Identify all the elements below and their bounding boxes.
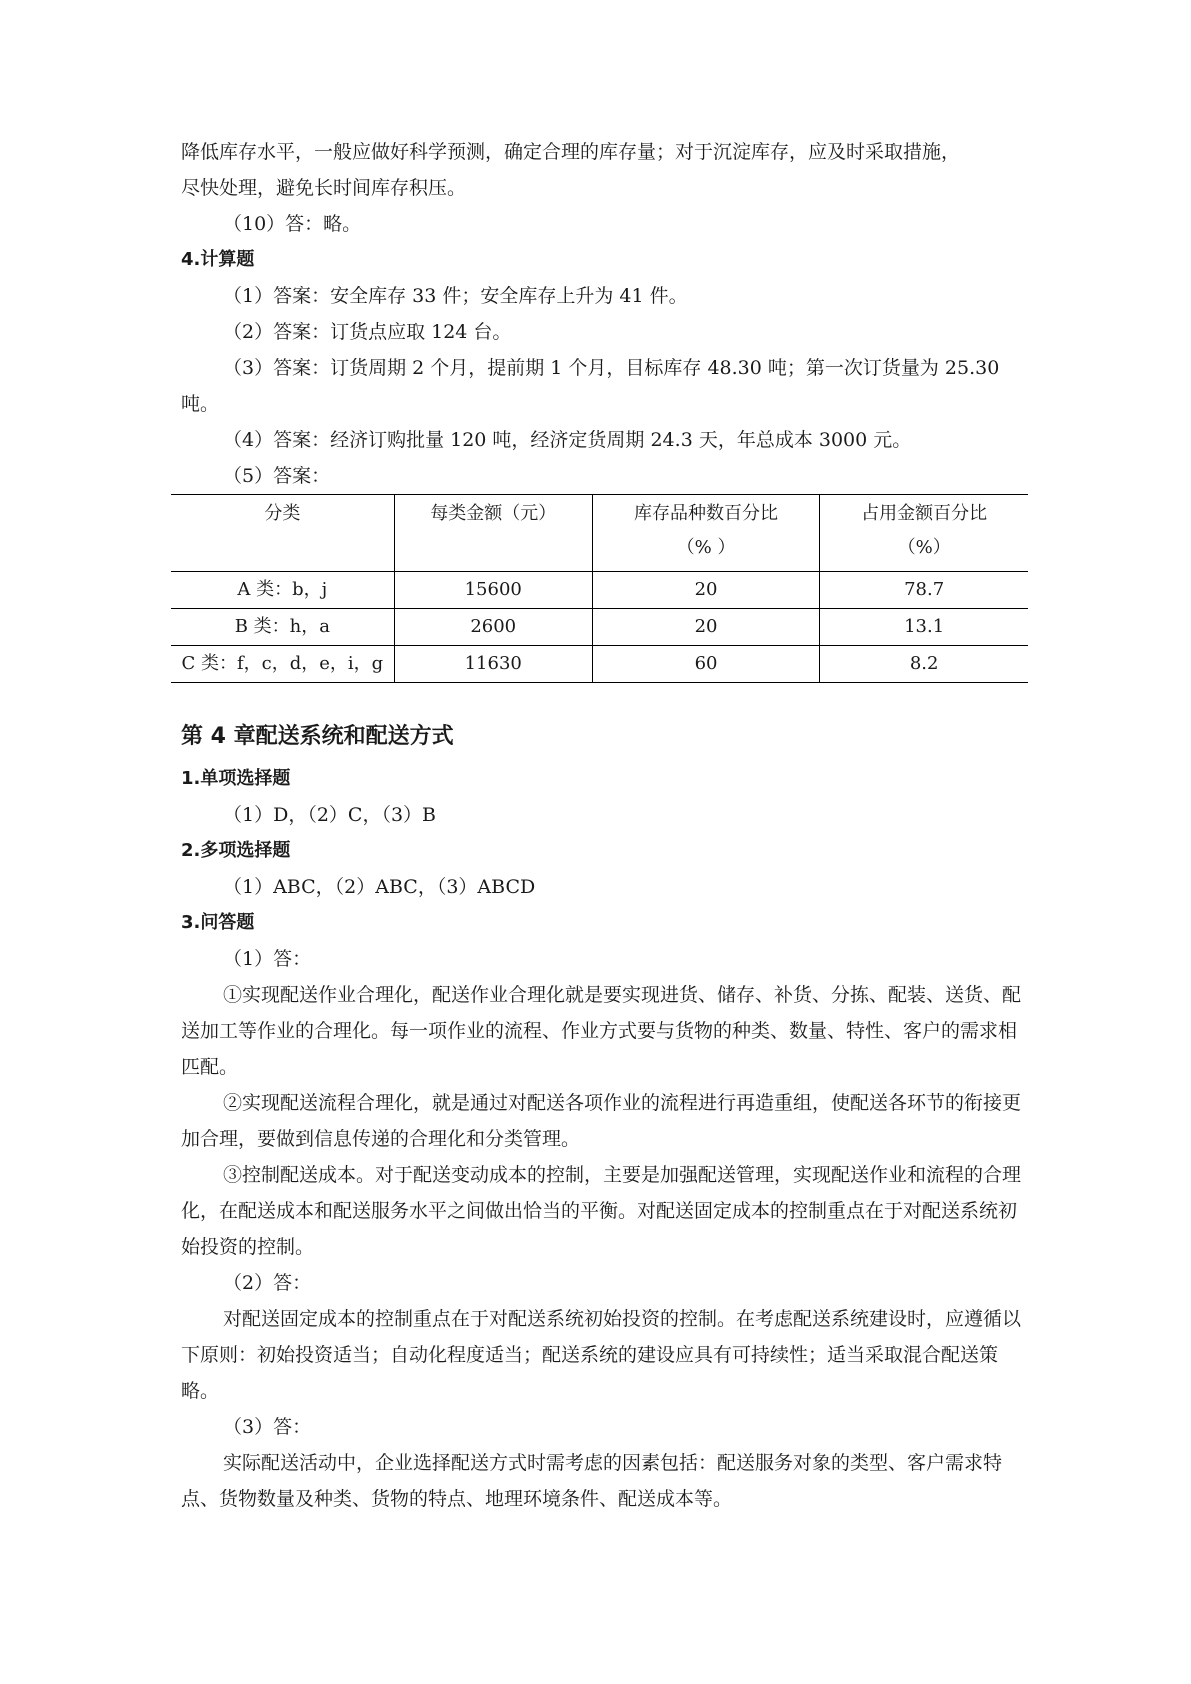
table-header-cell: 库存品种数百分比 （% ）: [592, 495, 820, 572]
table-cell: C 类：f，c，d，e，i，g: [171, 646, 394, 683]
table-header-cell: 占用金额百分比 （%）: [820, 495, 1028, 572]
table-cell: 78.7: [820, 572, 1028, 609]
table-row: [171, 572, 1028, 609]
calc-answer-2: （2）答案：订货点应取 124 台。: [223, 321, 512, 343]
paragraph-line: 尽快处理，避免长时间库存积压。: [181, 177, 467, 199]
table-cell: 11630: [394, 646, 592, 683]
table-row: [171, 646, 1028, 683]
document-page: [181, 134, 1021, 1517]
table-cell: 8.2: [820, 646, 1028, 683]
section-heading-calc: 4.计算题: [181, 249, 255, 270]
qa-1-paragraph: ③控制配送成本。对于配送变动成本的控制，主要是加强配送管理，实现配送作业和流程的合理化，在配送成本和配送服务水平之间做出恰当的平衡。对配送固定成本的控制重点在于对配送系统初始投资的控制。: [181, 1164, 1022, 1258]
calc-answer-3-cont: 吨。: [181, 393, 220, 415]
table-cell: 20: [592, 572, 820, 609]
single-choice-answer: （1）D，（2）C，（3）B: [223, 804, 436, 826]
table-cell: 60: [592, 646, 820, 683]
table-header-cell: 每类金额（元）: [394, 495, 592, 572]
qa-1-paragraph: ①实现配送作业合理化，配送作业合理化就是要实现进货、储存、补货、分拣、配装、送货、配送加工等作业的合理化。每一项作业的流程、作业方式要与货物的种类、数量、特性、客户的需求相匹配。: [181, 984, 1022, 1078]
table-header-cell: 分类: [171, 495, 394, 572]
section-heading-multi-choice: 2.多项选择题: [181, 840, 291, 861]
multi-choice-answer: （1）ABC，（2）ABC，（3）ABCD: [223, 876, 536, 898]
calc-answer-3: （3）答案：订货周期 2 个月，提前期 1 个月，目标库存 48.30 吨；第一次订货量为 25.30: [223, 357, 1000, 379]
qa-3-paragraph: 实际配送活动中，企业选择配送方式时需考虑的因素包括：配送服务对象的类型、客户需求特点、货物数量及种类、货物的特点、地理环境条件、配送成本等。: [181, 1452, 1003, 1510]
calc-answer-1: （1）答案：安全库存 33 件；安全库存上升为 41 件。: [223, 285, 688, 307]
table-row: [171, 609, 1028, 646]
calc-answer-5: （5）答案：: [223, 465, 331, 487]
qa-2-label: （2）答：: [223, 1272, 312, 1294]
qa-1-label: （1）答：: [223, 948, 312, 970]
calc-answer-4: （4）答案：经济订购批量 120 吨，经济定货周期 24.3 天，年总成本 3000 元。: [223, 429, 912, 451]
qa-2-paragraph: 对配送固定成本的控制重点在于对配送系统初始投资的控制。在考虑配送系统建设时，应遵循以下原则：初始投资适当；自动化程度适当；配送系统的建设应具有可持续性；适当采取混合配送策略。: [181, 1308, 1022, 1402]
table-cell: 2600: [394, 609, 592, 646]
table-cell: 13.1: [820, 609, 1028, 646]
table-cell: 15600: [394, 572, 592, 609]
qa-1-paragraph: ②实现配送流程合理化，就是通过对配送各项作业的流程进行再造重组，使配送各环节的衔接更加合理，要做到信息传递的合理化和分类管理。: [181, 1092, 1022, 1150]
table-header-row: [171, 495, 1028, 572]
table-cell: A 类：b，j: [171, 572, 394, 609]
table-cell: 20: [592, 609, 820, 646]
section-heading-single-choice: 1.单项选择题: [181, 768, 291, 789]
qa-3-label: （3）答：: [223, 1416, 312, 1438]
chapter-title: 第 4 章配送系统和配送方式: [181, 724, 454, 749]
abc-classification-table: [171, 494, 1028, 683]
answer-10: （10）答：略。: [223, 213, 362, 235]
table-cell: B 类：h，a: [171, 609, 394, 646]
paragraph-line: 降低库存水平，一般应做好科学预测，确定合理的库存量；对于沉淀库存，应及时采取措施，: [181, 141, 961, 163]
section-heading-qa: 3.问答题: [181, 912, 255, 933]
